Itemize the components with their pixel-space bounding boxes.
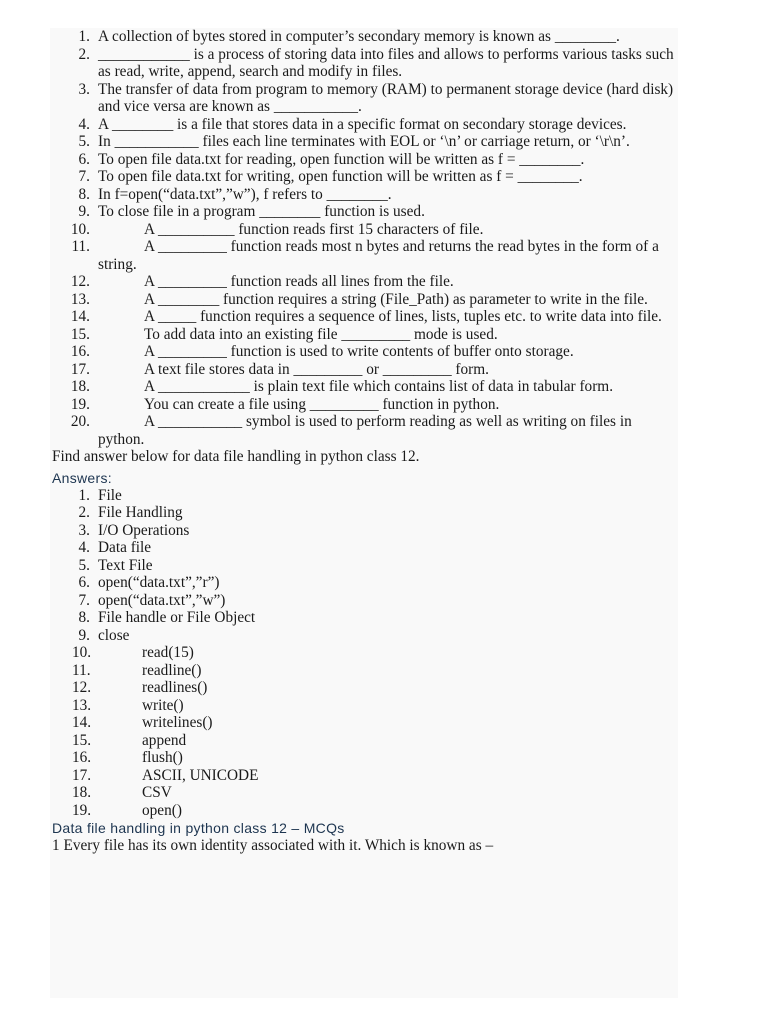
question-item bbox=[52, 203, 678, 221]
answer-text: ASCII, UNICODE bbox=[142, 766, 259, 784]
answer-item bbox=[52, 714, 678, 732]
question-text: A _________ function reads all lines from the file. bbox=[144, 273, 454, 290]
question-text: A __________ function reads first 15 characters of file. bbox=[144, 220, 484, 238]
answer-number: 14. bbox=[72, 714, 92, 731]
answer-item bbox=[52, 592, 678, 610]
question-text: A _________ function reads most n bytes and returns the read bytes in the form of a string. bbox=[98, 238, 659, 273]
find-answer-text: Find answer below for data file handling in python class 12. bbox=[52, 448, 420, 465]
answer-text: Text File bbox=[98, 556, 153, 574]
answer-number: 8. bbox=[78, 609, 90, 626]
question-number: 19. bbox=[70, 395, 90, 413]
questions-list bbox=[52, 28, 678, 448]
question-number: 17. bbox=[70, 360, 90, 378]
question-item bbox=[52, 291, 678, 309]
answer-text: read(15) bbox=[142, 644, 194, 661]
answer-text: File bbox=[98, 486, 122, 504]
question-item bbox=[52, 326, 678, 344]
answer-number: 18. bbox=[72, 784, 92, 801]
answer-number: 19. bbox=[72, 801, 92, 819]
question-number: 3. bbox=[78, 80, 90, 98]
answer-number: 10. bbox=[72, 644, 92, 661]
answer-text: open(“data.txt”,”r”) bbox=[98, 574, 220, 591]
answer-number: 4. bbox=[78, 539, 90, 556]
question-number: 13. bbox=[70, 290, 90, 308]
answer-item bbox=[52, 504, 678, 522]
question-text: A ___________ symbol is used to perform reading as well as writing on files in python. bbox=[98, 413, 632, 448]
question-item bbox=[52, 81, 678, 116]
answer-item bbox=[52, 574, 678, 592]
question-number: 6. bbox=[78, 150, 90, 168]
question-text: A _____ function requires a sequence of lines, lists, tuples etc. to write data into file. bbox=[144, 308, 662, 325]
answer-number: 16. bbox=[72, 749, 92, 766]
answer-number: 1. bbox=[78, 486, 90, 504]
question-item bbox=[52, 186, 678, 204]
question-text: In ___________ files each line terminates with EOL or ‘\n’ or carriage return, or ‘\r\n’. bbox=[98, 133, 630, 150]
answer-text: writelines() bbox=[142, 714, 213, 731]
document-content bbox=[52, 28, 678, 855]
answer-item bbox=[52, 609, 678, 627]
question-item bbox=[52, 308, 678, 326]
answer-number: 12. bbox=[72, 679, 92, 696]
question-item bbox=[52, 46, 678, 81]
question-number: 5. bbox=[78, 133, 90, 150]
question-item bbox=[52, 361, 678, 379]
answer-number: 2. bbox=[78, 504, 90, 521]
question-number: 11. bbox=[71, 238, 90, 255]
answer-number: 13. bbox=[72, 696, 92, 714]
question-number: 10. bbox=[70, 220, 90, 238]
answer-number: 5. bbox=[78, 556, 90, 574]
answer-item bbox=[52, 662, 678, 680]
answer-number: 9. bbox=[78, 626, 90, 644]
answer-number: 3. bbox=[78, 521, 90, 539]
question-number: 8. bbox=[78, 185, 90, 203]
answer-number: 11. bbox=[72, 661, 91, 679]
question-text: To open file data.txt for reading, open function will be written as f = ________. bbox=[98, 150, 585, 168]
question-number: 16. bbox=[70, 343, 90, 360]
question-number: 7. bbox=[78, 168, 90, 185]
question-item bbox=[52, 116, 678, 134]
question-number: 20. bbox=[70, 413, 90, 430]
answer-item bbox=[52, 487, 678, 505]
question-text: The transfer of data from program to memory (RAM) to permanent storage device (hard disk) and vice versa are known as ___________. bbox=[98, 80, 674, 115]
answer-number: 7. bbox=[78, 591, 90, 609]
answer-item bbox=[52, 767, 678, 785]
question-text: To close file in a program ________ function is used. bbox=[98, 203, 425, 220]
question-text: A text file stores data in _________ or _________ form. bbox=[144, 360, 489, 378]
answer-item bbox=[52, 697, 678, 715]
answer-text: open() bbox=[142, 801, 182, 819]
question-text: A ________ function requires a string (File_Path) as parameter to write in the file. bbox=[144, 290, 648, 308]
question-item bbox=[52, 343, 678, 361]
question-item bbox=[52, 273, 678, 291]
answer-number: 15. bbox=[72, 731, 92, 749]
question-number: 9. bbox=[78, 203, 90, 220]
answer-item bbox=[52, 627, 678, 645]
answer-text: readlines() bbox=[142, 679, 208, 696]
question-text: A collection of bytes stored in computer’s secondary memory is known as ________. bbox=[98, 28, 620, 45]
question-number: 15. bbox=[70, 325, 90, 343]
question-number: 12. bbox=[70, 273, 90, 290]
question-item bbox=[52, 378, 678, 396]
question-item bbox=[52, 238, 678, 273]
question-text: ____________ is a process of storing data into files and allows to performs various tasks such as read, write, append, search and modify in files. bbox=[98, 45, 674, 80]
answer-text: Data file bbox=[98, 539, 152, 556]
question-text: To add data into an existing file _________ mode is used. bbox=[144, 325, 498, 343]
answer-number: 6. bbox=[78, 574, 90, 591]
answer-text: CSV bbox=[142, 784, 172, 801]
mcq-heading: Data file handling in python class 12 – MCQs bbox=[52, 820, 345, 836]
answer-item bbox=[52, 749, 678, 767]
question-text: A ________ is a file that stores data in a specific format on secondary storage devices. bbox=[98, 115, 627, 133]
question-item bbox=[52, 28, 678, 46]
answer-text: I/O Operations bbox=[98, 521, 190, 539]
question-text: To open file data.txt for writing, open function will be written as f = ________. bbox=[98, 168, 583, 185]
question-item bbox=[52, 221, 678, 239]
answer-item bbox=[52, 557, 678, 575]
question-number: 2. bbox=[78, 45, 90, 63]
question-text: A ____________ is plain text file which contains list of data in tabular form. bbox=[144, 378, 614, 395]
answer-item bbox=[52, 679, 678, 697]
answers-heading: Answers: bbox=[52, 469, 112, 486]
question-number: 14. bbox=[70, 308, 90, 325]
answer-item bbox=[52, 644, 678, 662]
mcq-first-question: 1 Every file has its own identity associated with it. Which is known as – bbox=[52, 837, 494, 854]
question-item bbox=[52, 133, 678, 151]
answer-text: open(“data.txt”,”w”) bbox=[98, 591, 226, 609]
answer-text: flush() bbox=[142, 749, 183, 766]
answer-item bbox=[52, 522, 678, 540]
answer-text: File handle or File Object bbox=[98, 609, 256, 626]
answer-item bbox=[52, 732, 678, 750]
question-text: You can create a file using _________ function in python. bbox=[144, 395, 500, 413]
answers-list bbox=[52, 487, 678, 820]
question-item bbox=[52, 151, 678, 169]
question-text: A _________ function is used to write contents of buffer onto storage. bbox=[144, 343, 574, 360]
answer-text: File Handling bbox=[98, 504, 183, 521]
question-item bbox=[52, 413, 678, 448]
question-item bbox=[52, 168, 678, 186]
answer-text: write() bbox=[142, 696, 184, 714]
answer-text: append bbox=[142, 731, 187, 749]
answer-item bbox=[52, 784, 678, 802]
answer-text: close bbox=[98, 626, 130, 644]
question-number: 1. bbox=[78, 28, 90, 45]
question-text: In f=open(“data.txt”,”w”), f refers to ________. bbox=[98, 185, 392, 203]
question-number: 18. bbox=[70, 378, 90, 395]
answer-number: 17. bbox=[72, 766, 92, 784]
answer-text: readline() bbox=[142, 661, 202, 679]
answer-item bbox=[52, 539, 678, 557]
question-item bbox=[52, 396, 678, 414]
question-number: 4. bbox=[78, 115, 90, 133]
answer-item bbox=[52, 802, 678, 820]
